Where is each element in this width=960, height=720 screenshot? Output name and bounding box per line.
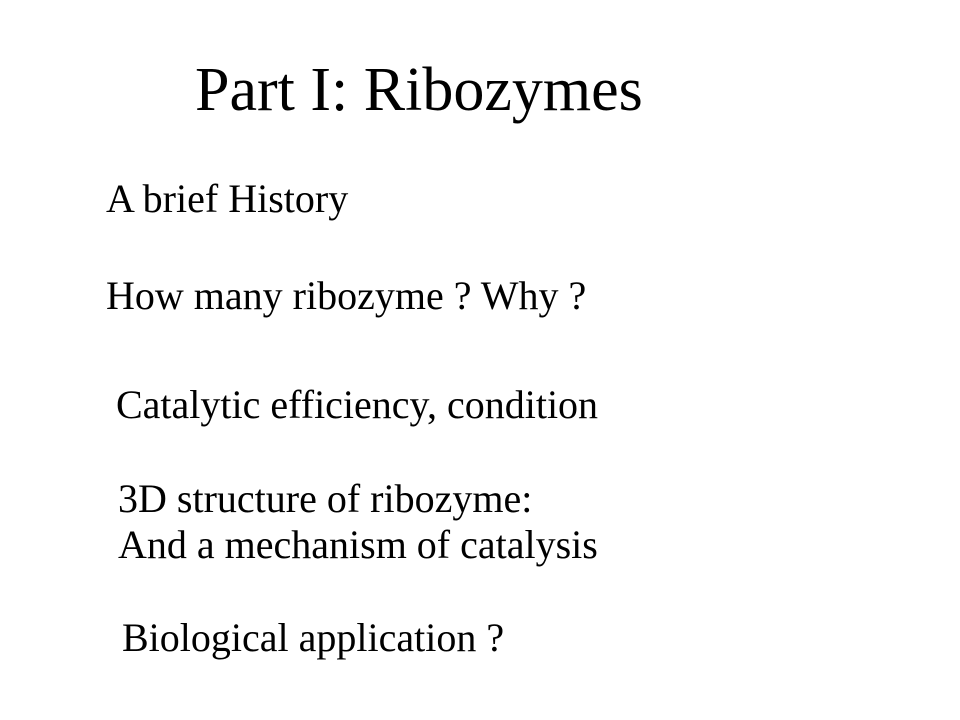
topic-3d-structure-line-1: 3D structure of ribozyme: bbox=[118, 476, 533, 521]
topic-3d-structure bbox=[118, 476, 598, 568]
topic-3d-structure-line-2: And a mechanism of catalysis bbox=[118, 522, 598, 567]
topic-biological-application: Biological application ? bbox=[122, 615, 505, 660]
topic-brief-history: A brief History bbox=[106, 176, 349, 221]
slide-title: Part I: Ribozymes bbox=[195, 56, 643, 124]
topic-catalytic-efficiency: Catalytic efficiency, condition bbox=[116, 382, 599, 427]
topic-how-many-ribozyme: How many ribozyme ? Why ? bbox=[106, 273, 587, 318]
